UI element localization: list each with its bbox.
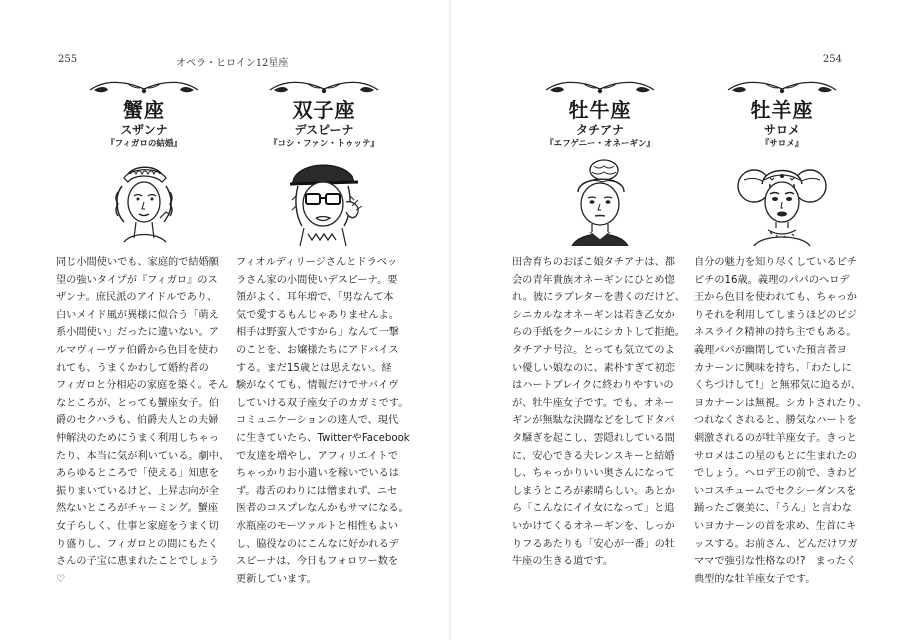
text-line: いコスチュームでセクシーダンスを (694, 485, 857, 497)
text-line: 女子らしく、仕事と家庭をうまく切 (56, 520, 219, 532)
text-line: ヨカナーンは無視。シカトされたり、 (694, 397, 867, 409)
text-line: 踊ったご褒美に、「うん」と言わな (694, 503, 852, 515)
text-line: ら「こんなにイイ女になって」と追 (512, 503, 675, 515)
text-line: い優しい娘なのに、素朴すぎて初恋 (512, 362, 675, 374)
text-line: でしょう。ヘロデ王の前で、きわど (694, 468, 857, 480)
ornament-flourish-icon (540, 78, 660, 96)
zodiac-sign-title: 牡羊座 (750, 98, 814, 122)
text-line: ッスする。お前さん、どんだけワガ (694, 538, 858, 550)
text-line: フィガロと分相応の家庭を築く。そん (56, 380, 229, 392)
text-line: らの手紙をクールにシカトして拒絶。 (512, 327, 685, 339)
text-line: 験がなくても、情報だけでサバイヴ (236, 380, 399, 392)
entry-body-text (694, 254, 870, 588)
text-line: いかけてくるオネーギンを、しっか (512, 520, 675, 532)
text-line: していける双子座女子のカガミです。 (236, 397, 409, 409)
woman-with-tiara-portrait-icon (734, 156, 830, 248)
zodiac-sign-title: 双子座 (292, 98, 356, 122)
text-line: ♡ (56, 573, 66, 585)
zodiac-sign-title: 蟹座 (123, 98, 165, 122)
text-line: 刺激されるのが牡羊座女子。きっと (694, 432, 857, 444)
text-line: 牛座の生きる道です。 (512, 556, 614, 568)
text-line: しまうところが素晴らしい。あとか (512, 485, 675, 497)
text-line: ママで強引な性格なの!? まったく (694, 556, 857, 568)
opera-title: 『コシ・ファン・トゥッテ』 (268, 139, 380, 149)
text-line: ず。毒舌のわりには憎まれず、ニセ (236, 485, 398, 497)
text-line: カナーンに興味を持ち、「わたしに (694, 362, 852, 374)
zodiac-entry (694, 78, 870, 588)
running-head: オペラ・ヒロイン12星座 (176, 58, 289, 69)
text-line: シニカルなオネーギンは若き乙女か (512, 309, 675, 321)
text-line: さんの子宝に恵まれたことでしょう (56, 556, 219, 568)
text-line: つれなくされると、勝気なハートを (694, 415, 857, 427)
text-line: りフるあたりも「安心が一番」の牡 (512, 538, 675, 550)
text-line: あらゆるところで「使える」知恵を (56, 468, 219, 480)
ornament-flourish-icon (722, 78, 842, 96)
text-line: スピーナは、今日もフォロワー数を (236, 556, 399, 568)
text-line: 王から色目を使われても、ちゃっか (694, 292, 857, 304)
text-line: サロメはこの星のもとに生まれたの (694, 450, 857, 462)
page-number-right: 254 (822, 54, 842, 65)
text-line: のことを、お嬢様たちにアドバイス (236, 344, 399, 356)
text-line: に、安心できる夫レンスキーと結婚 (512, 450, 675, 462)
ornament-flourish-icon (264, 78, 384, 96)
woman-with-braided-bun-portrait-icon (560, 156, 640, 248)
woman-with-cap-and-glasses-portrait-icon (280, 156, 368, 248)
text-line: 典型的な牡羊座女子です。 (694, 573, 816, 585)
text-line: り盛りし、フィガロとの間にもたく (56, 538, 219, 550)
text-line: ネスライク精神の持ち主でもある。 (694, 327, 857, 339)
text-line: くちづけして!」と無邪気に迫るが、 (694, 380, 861, 392)
text-line: いヨカナーンの首を求め、生首にキ (694, 520, 857, 532)
text-line: タチアナ号泣。とっても気立てのよ (512, 344, 675, 356)
zodiac-entry (56, 78, 232, 588)
text-line: 同じ小間使いでも、家庭的で結婚願 (56, 257, 219, 268)
text-line: なところが、とっても蟹座女子。伯 (56, 397, 219, 409)
text-line: 田舎育ちのおぼこ娘タチアナは、都 (512, 257, 675, 268)
text-line: 相手は野蛮人ですから」なんて一撃 (236, 327, 399, 339)
text-line: ルマヴィーヴァ伯爵から色目を使わ (56, 344, 219, 356)
text-line: はハートブレイクに終わりやすいの (512, 380, 674, 392)
text-line: タ騒ぎを起こし、雲隠れしている間 (512, 432, 675, 444)
woman-with-maid-cap-portrait-icon (104, 156, 184, 248)
text-line: で友達を増やし、アフィリエイトで (236, 450, 398, 462)
text-line: し、ちゃっかりいい奥さんになって (512, 468, 675, 480)
page-number-left: 255 (58, 54, 78, 65)
text-line: れても、うまくかわして婚約者の (56, 362, 209, 374)
heroine-name: デスピーナ (294, 123, 354, 137)
text-line: コミュニケーションの達人で、現代 (236, 415, 399, 427)
text-line: し、脇役なのにこんなに好かれるデ (236, 538, 399, 550)
text-line: 爵のセクハラも、伯爵夫人との夫婦 (56, 415, 219, 427)
text-line: ザンナ。庶民派のアイドルであり、 (56, 292, 218, 304)
opera-title: 『サロメ』 (760, 139, 804, 149)
opera-title: 『フィガロの結婚』 (106, 139, 182, 149)
book-gutter (449, 0, 451, 640)
heroine-name: タチアナ (575, 123, 624, 137)
entry-body-text (236, 254, 412, 588)
text-line: が、牡牛座女子です。でも、オネー (512, 397, 675, 409)
text-line: 更新しています。 (236, 573, 317, 585)
opera-title: 『エフゲニー・オネーギン』 (545, 139, 655, 149)
text-line: 然ないところがチャーミング。蟹座 (56, 503, 219, 515)
text-line: に生きていたら、TwitterやFacebook (236, 432, 410, 444)
text-line: ギンが無駄な決闘などをしてドタバ (512, 415, 675, 427)
text-line: りそれを利用してしまうほどのビジ (694, 309, 857, 321)
entry-body-text (56, 254, 232, 588)
ornament-flourish-icon (84, 78, 204, 96)
text-line: たり、本当に気が利いている。劇中、 (56, 450, 230, 462)
text-line: 医者のコスプレなんかもサマになる。 (236, 503, 409, 515)
zodiac-entry (512, 78, 688, 571)
text-line: 義理パパが幽閉していた預言者ヨ (694, 344, 847, 356)
text-line: 気で愛するもんじゃありませんよ。 (236, 309, 399, 321)
text-line: 振りまいているけど、上昇志向が全 (56, 485, 219, 497)
entry-body-text (512, 254, 688, 571)
text-line: ピチの16歳。義理のパパのヘロデ (694, 274, 850, 286)
text-line: ちゃっかりお小遣いを稼いでいるは (236, 468, 399, 480)
heroine-name: スザンナ (120, 123, 168, 137)
zodiac-entry (236, 78, 412, 588)
text-line: 自分の魅力を知り尽くしているピチ (694, 257, 857, 268)
text-line: 仲解決のためにうまく利用しちゃっ (56, 432, 219, 444)
text-line: 系小間使い」だったに違いない。ア (56, 327, 219, 339)
text-line: する。まだ15歳とは思えない。経 (236, 362, 392, 374)
zodiac-sign-title: 牡牛座 (568, 98, 632, 122)
text-line: 水瓶座のモーツァルトと相性もよい (236, 520, 399, 532)
text-line: 望の強いタイプが『フィガロ』のス (56, 274, 218, 286)
text-line: ラさん家の小間使いデスピーナ。要 (236, 274, 398, 286)
text-line: 会の青年貴族オネーギンにひとめ惚 (512, 274, 675, 286)
text-line: 白いメイド風が異様に似合う「萌え (56, 309, 219, 321)
text-line: フィオルディリージさんとドラベッ (236, 257, 398, 268)
text-line: れ。彼にラブレターを書くのだけど、 (512, 292, 685, 304)
text-line: 領がよく、耳年増で、「男なんて本 (236, 292, 394, 304)
heroine-name: サロメ (763, 123, 800, 137)
